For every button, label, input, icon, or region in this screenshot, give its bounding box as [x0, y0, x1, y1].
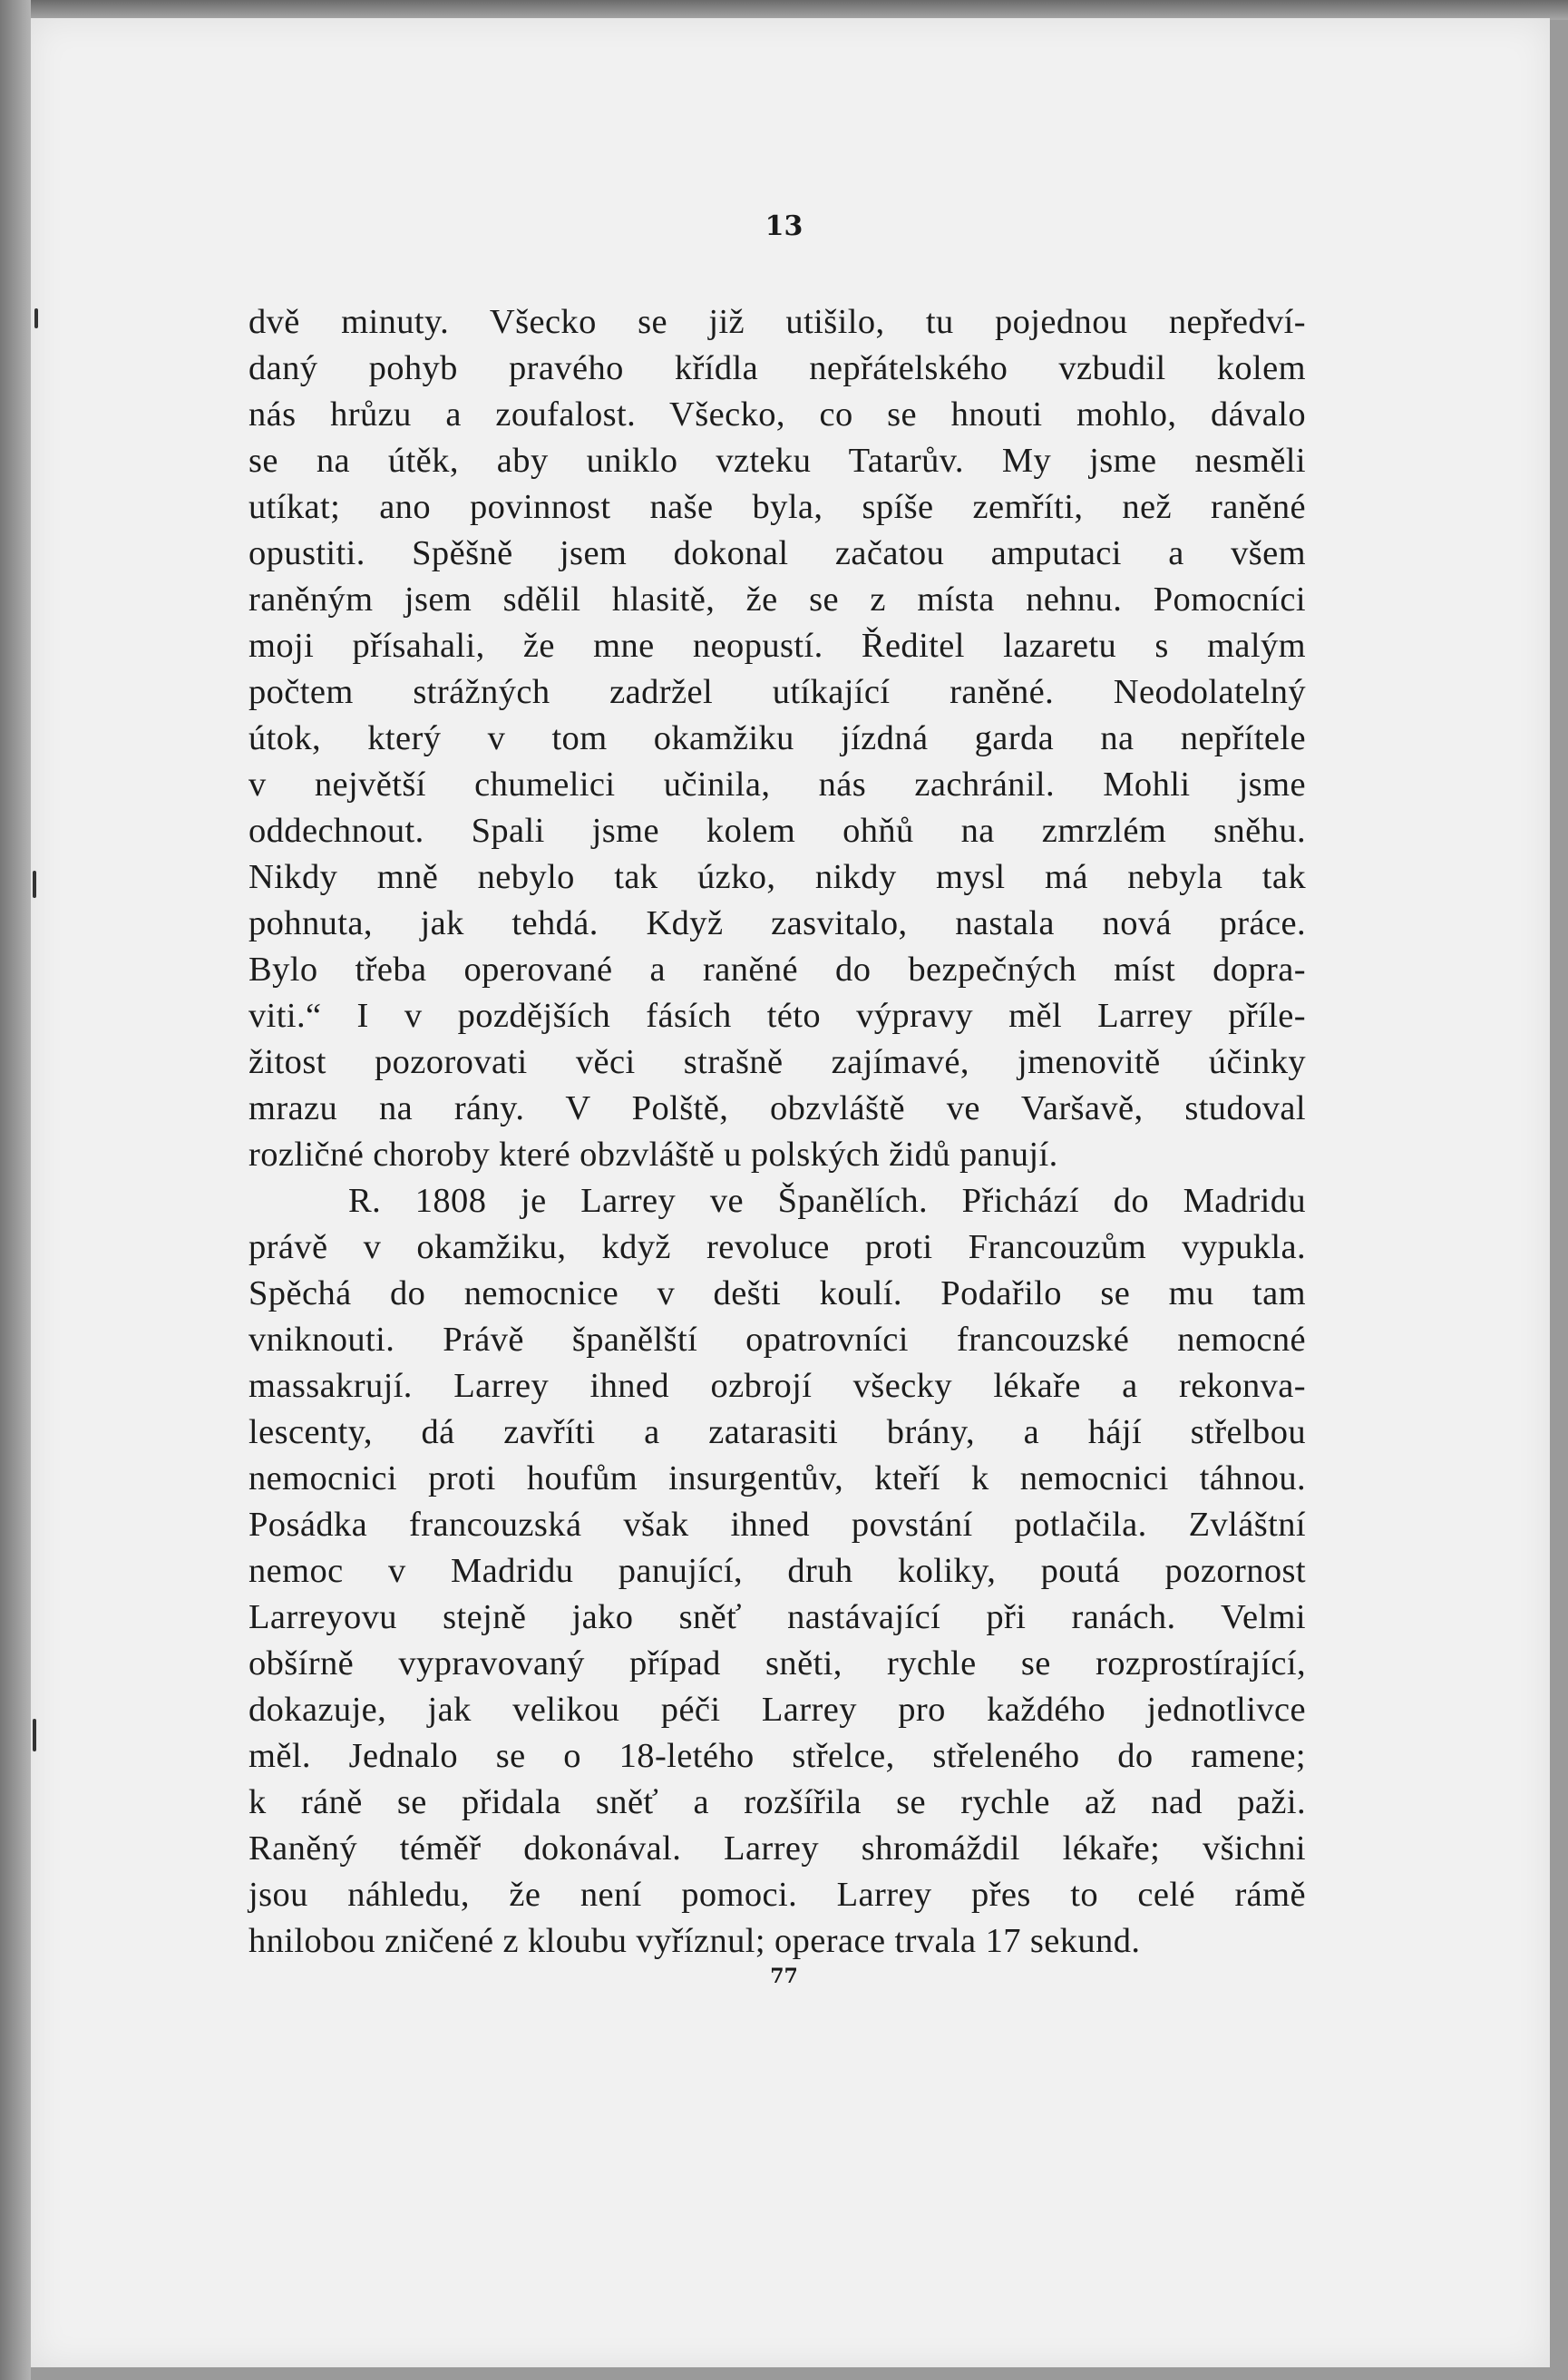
text-line: žitost pozorovati věci strašně zajímavé, jmenovitě účinky	[248, 1043, 1306, 1081]
text-line: dvě minuty. Všecko se již utišilo, tu pojednou nepředví-	[248, 303, 1306, 341]
text-line: mrazu na rány. V Polště, obzvláště ve Varšavě, studoval	[248, 1089, 1306, 1127]
text-line: právě v okamžiku, když revoluce proti Francouzům vypukla.	[248, 1228, 1306, 1266]
text-line: jsou náhledu, že není pomoci. Larrey přes to celé rámě	[248, 1876, 1306, 1914]
text-line: viti.“ I v pozdějších fásích této výpravy měl Larrey příle-	[248, 997, 1306, 1035]
text-line: nás hrůzu a zoufalost. Všecko, co se hnouti mohlo, dávalo	[248, 395, 1306, 434]
text-line: rozličné choroby které obzvláště u polských židů panují.	[248, 1136, 1058, 1174]
text-line: útok, který v tom okamžiku jízdná garda na nepřítele	[248, 719, 1306, 757]
body-text	[248, 299, 1306, 1965]
scan-left-edge	[0, 0, 31, 2380]
margin-mark	[33, 871, 36, 898]
scan-top-edge	[0, 0, 1568, 20]
text-line: utíkat; ano povinnost naše byla, spíše zemříti, než raněné	[248, 488, 1306, 526]
text-line: opustiti. Spěšně jsem dokonal začatou amputaci a všem	[248, 534, 1306, 572]
text-line: Posádka francouzská však ihned povstání potlačila. Zvláštní	[248, 1506, 1306, 1544]
text-line: v největší chumelici učinila, nás zachránil. Mohli jsme	[248, 766, 1306, 804]
text-line: Raněný téměř dokonával. Larrey shromáždil lékaře; všichni	[248, 1829, 1306, 1868]
text-line: počtem strážných zadržel utíkající raněné. Neodolatelný	[248, 673, 1306, 711]
text-line: Larreyovu stejně jako sněť nastávající při ranách. Velmi	[248, 1598, 1306, 1636]
text-line: Spěchá do nemocnice v dešti koulí. Podařilo se mu tam	[248, 1274, 1306, 1312]
text-line: nemoc v Madridu panující, druh koliky, poutá pozornost	[248, 1552, 1306, 1590]
text-line: Nikdy mně nebylo tak úzko, nikdy mysl má nebyla tak	[248, 858, 1306, 896]
text-line: k ráně se přidala sněť a rozšířila se rychle až nad paži.	[248, 1783, 1306, 1821]
text-line: nemocnici proti houfům insurgentův, kteří k nemocnici táhnou.	[248, 1459, 1306, 1497]
margin-mark	[33, 1719, 36, 1751]
text-line: obšírně vypravovaný případ sněti, rychle se rozprostírající,	[248, 1644, 1306, 1683]
text-line: massakrují. Larrey ihned ozbrojí všecky lékaře a rekonva-	[248, 1367, 1306, 1405]
page-number: 13	[765, 210, 803, 242]
text-line: vniknouti. Právě španělští opatrovníci francouzské nemocné	[248, 1321, 1306, 1359]
text-line: R. 1808 je Larrey ve Španělích. Přichází do Madridu	[348, 1182, 1306, 1220]
text-line: pohnuta, jak tehdá. Když zasvitalo, nastala nová práce.	[248, 904, 1306, 942]
text-line: Bylo třeba operované a raněné do bezpečných míst dopra-	[248, 951, 1306, 989]
text-line: lescenty, dá zavříti a zatarasiti brány, a hájí střelbou	[248, 1413, 1306, 1451]
text-line: se na útěk, aby uniklo vzteku Tatarův. My jsme nesměli	[248, 442, 1306, 480]
text-line: měl. Jednalo se o 18-letého střelce, střeleného do ramene;	[248, 1737, 1306, 1775]
text-line: hnilobou zničené z kloubu vyříznul; operace trvala 17 sekund.	[248, 1922, 1141, 1960]
text-line: oddechnout. Spali jsme kolem ohňů na zmrzlém sněhu.	[248, 812, 1306, 850]
text-line: moji přísahali, že mne neopustí. Ředitel lazaretu s malým	[248, 627, 1306, 665]
text-line: daný pohyb pravého křídla nepřátelského vzbudil kolem	[248, 349, 1306, 387]
signature-number: 77	[770, 1965, 798, 1988]
text-line: dokazuje, jak velikou péči Larrey pro každého jednotlivce	[248, 1691, 1306, 1729]
text-line: raněným jsem sdělil hlasitě, že se z místa nehnu. Pomocníci	[248, 580, 1306, 619]
margin-mark	[34, 308, 38, 328]
